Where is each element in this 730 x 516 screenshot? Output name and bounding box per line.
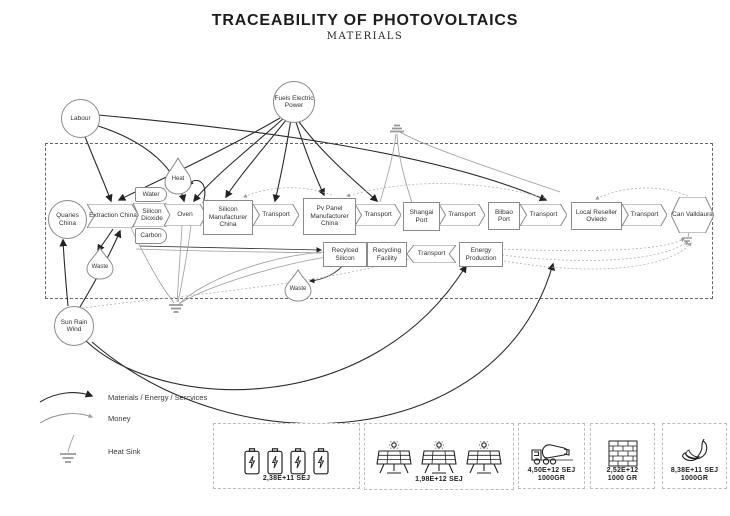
node-transport-1-label: Transport (262, 211, 290, 219)
node-recycled-silicon-label: Recylced Silicon (331, 247, 359, 262)
node-extraction-china (87, 204, 139, 228)
heat-sink-top (390, 126, 404, 132)
node-recycling-facility (367, 242, 407, 267)
metric-value: 2,52E+12 (606, 466, 639, 474)
battery-icon (267, 448, 283, 475)
solar-panel-icon (420, 441, 458, 476)
node-transport-recycling-label: Transport (417, 250, 446, 258)
solar-panel-icon (375, 441, 413, 476)
node-waste-center-label: Waste (289, 286, 307, 292)
legend-money-arrow (40, 414, 92, 423)
node-shangai-port (403, 202, 440, 231)
heat-sink-oven (169, 305, 183, 312)
page-title: TRACEABILITY OF PHOTOVOLTAICS (211, 12, 519, 29)
node-heat-label: Heat (171, 176, 185, 182)
node-water-label: Water (142, 190, 160, 198)
battery-icons (244, 424, 329, 475)
node-transport-4-label: Transport (529, 211, 558, 219)
node-oven (164, 204, 206, 226)
cement-truck-icon (531, 441, 573, 467)
solar-panel-icons (375, 424, 503, 476)
node-transport-2 (355, 204, 401, 226)
metric-value: 4,50E+12 SEJ (527, 466, 576, 474)
metric-value: 1,98E+12 SEJ (415, 476, 463, 484)
node-energy-production-label: Energy Production (465, 247, 497, 262)
node-shangai-port-label: Shangai Port (409, 209, 434, 224)
materials-arrows (63, 115, 553, 424)
legend-heat-sink-stem (68, 435, 74, 452)
node-bilbao-port-label: Bilbao Port (494, 208, 514, 223)
cement-truck-icons (531, 424, 573, 467)
node-labour-label: Labour (70, 114, 91, 122)
brick-wall-icons (608, 424, 638, 467)
node-silicon-manufacturer-label: Silicon Manufacturer China (208, 206, 248, 229)
legend-money-label: Money (108, 414, 131, 423)
metric-unit: 1000GR (680, 475, 709, 483)
legend-heat-sink-label: Heat Sink (108, 447, 141, 456)
node-labour (61, 99, 100, 138)
node-silicon-dioxide-label: Silicon Dioxide (141, 207, 163, 222)
node-quaries-china (48, 200, 87, 239)
node-carbon (135, 228, 167, 244)
heat-sink-symbols (60, 126, 692, 463)
node-sun-rain-wind-label: Sun Rain Wind (60, 318, 88, 333)
node-local-reseller-label: Local Reseller Oviedo (575, 208, 618, 223)
legend-materials-arrow (40, 393, 92, 402)
metric-bricks (590, 423, 655, 489)
page-subtitle: MATERIALS (326, 31, 404, 42)
metric-unit: 1000GR (537, 475, 566, 483)
node-transport-5 (622, 204, 667, 226)
node-oven-label: Oven (177, 211, 193, 219)
battery-icon (244, 448, 260, 475)
node-water (135, 187, 167, 202)
metric-value: 2,38E+11 SEJ (262, 475, 311, 483)
solar-panel-icon (465, 441, 503, 476)
battery-icon (313, 448, 329, 475)
metric-solar-panels (364, 423, 514, 490)
bananas-icons (679, 424, 711, 467)
node-local-reseller-oviedo (571, 202, 622, 230)
node-quaries-label: Quaries China (56, 212, 79, 227)
node-pv-panel-label: Pv Panel Manufacturer China (310, 205, 349, 228)
node-carbon-label: Carbon (140, 232, 162, 240)
node-transport-3-label: Transport (448, 211, 476, 219)
node-can-valldaura (671, 197, 714, 233)
bananas-icon (679, 439, 711, 467)
node-silicon-manufacturer-china (203, 200, 253, 235)
node-fuels-electric-power (273, 81, 315, 123)
heat-sink-legend (60, 454, 76, 462)
node-transport-2-label: Transport (364, 211, 392, 219)
node-sun-rain-wind (54, 306, 94, 346)
node-transport-5-label: Transport (630, 211, 659, 219)
node-recycled-silicon (323, 242, 367, 267)
brick-wall-icon (608, 440, 638, 467)
metric-batteries (213, 423, 360, 489)
legend-materials-label: Materials / Energy / Sercvices (108, 393, 208, 402)
node-pv-panel-manufacturer-china (303, 198, 356, 235)
metric-value: 8,38E+11 SEJ (670, 466, 719, 474)
node-waste-left-label: Waste (91, 264, 109, 270)
metric-unit: 1000 GR (607, 475, 638, 483)
metric-cement-truck (518, 423, 585, 489)
battery-icon (290, 448, 306, 475)
node-can-valldaura-label: Can Valldaura (672, 211, 713, 219)
node-energy-production (459, 242, 503, 267)
metric-bananas (662, 423, 727, 489)
teardrop-shapes (87, 158, 311, 301)
legend-arrow-samples (40, 393, 92, 452)
node-extraction-label: Extraction China (89, 212, 137, 220)
node-bilbao-port (488, 202, 520, 230)
node-transport-recycling (407, 245, 456, 263)
node-fuels-label: Fuels Electric Power (274, 94, 314, 109)
node-recycling-facility-label: Recycling Facility (372, 247, 402, 262)
node-transport-3 (439, 204, 485, 226)
node-transport-1 (253, 204, 299, 226)
node-transport-4 (520, 204, 567, 226)
